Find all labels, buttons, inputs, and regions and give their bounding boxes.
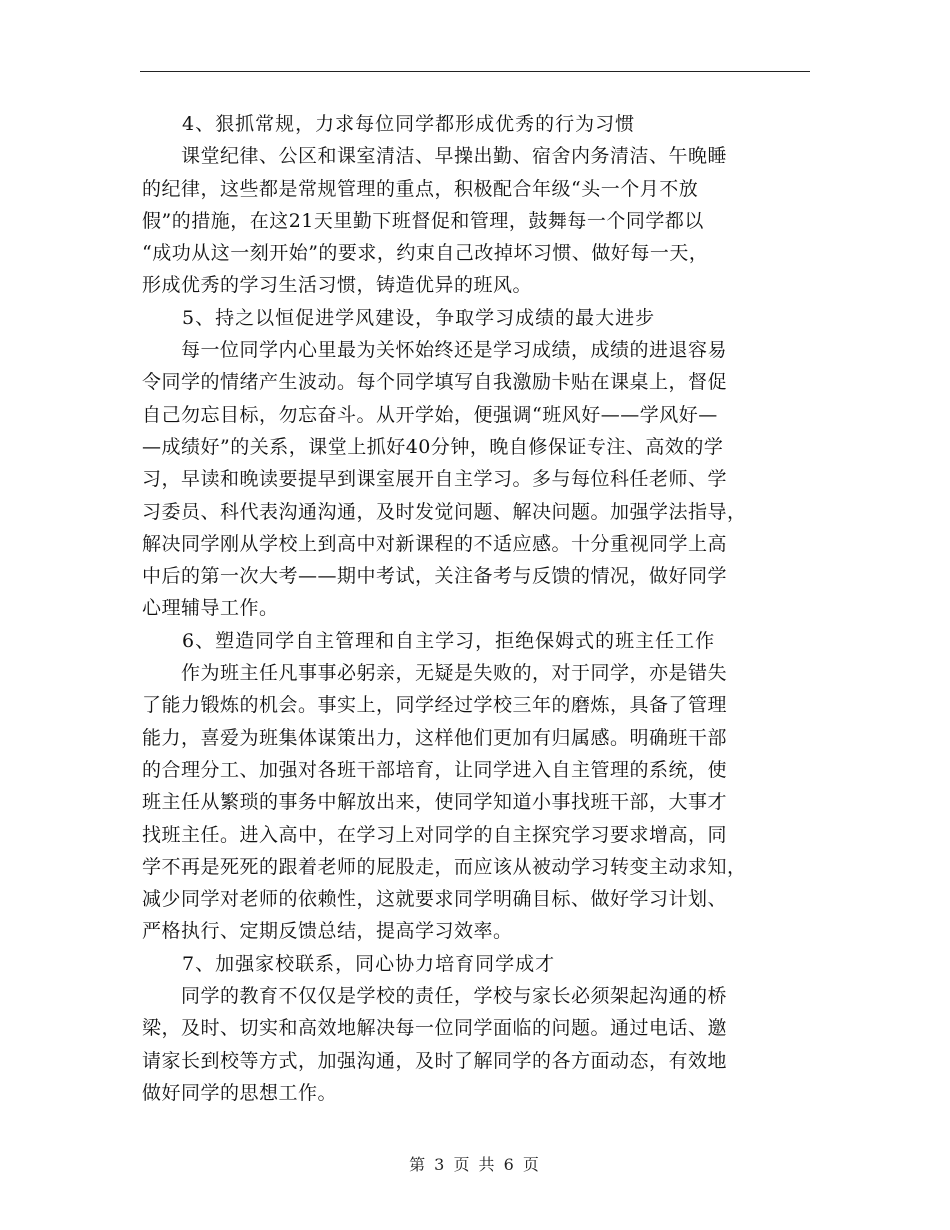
text-line: 减少同学对老师的依赖性，这就要求同学明确目标、做好学习计划、 — [142, 888, 728, 911]
text-line: 每一位同学内心里最为关怀始终还是学习成绩，成绩的进退容易 — [142, 339, 728, 362]
document-body — [142, 108, 810, 1109]
header-rule — [140, 71, 810, 72]
text-line: “成功从这一刻开始”的要求，约束自己改掉坏习惯、做好每一天， — [142, 242, 709, 265]
text-line: 的纪律，这些都是常规管理的重点，积极配合年级“头一个月不放 — [142, 177, 699, 200]
heading-line: 6、塑造同学自主管理和自主学习，拒绝保姆式的班主任工作 — [142, 629, 716, 652]
paragraph — [142, 140, 810, 301]
paragraph — [142, 657, 810, 948]
text-line: 假”的措施，在这21天里勤下班督促和管理，鼓舞每一个同学都以 — [142, 209, 704, 232]
text-line: 做好同学的思想工作。 — [142, 1081, 338, 1104]
section-heading — [142, 625, 810, 657]
text-line: 形成优秀的学习生活习惯，铸造优异的班风。 — [142, 274, 533, 297]
text-line: —成绩好”的关系，课堂上抓好40分钟，晚自修保证专注、高效的学 — [142, 435, 724, 458]
text-line: 班主任从繁琐的事务中解放出来，使同学知道小事找班干部，大事才 — [142, 791, 728, 814]
section-heading — [142, 948, 810, 980]
text-line: 了能力锻炼的机会。事实上，同学经过学校三年的磨炼，具备了管理 — [142, 694, 728, 717]
text-line: 习委员、科代表沟通沟通，及时发觉问题、解决问题。加强学法指导， — [142, 500, 747, 523]
heading-line: 5、持之以恒促进学风建设，争取学习成绩的最大进步 — [142, 306, 656, 329]
text-line: 梁，及时、切实和高效地解决每一位同学面临的问题。通过电话、邀 — [142, 1017, 728, 1040]
text-line: 作为班主任凡事事必躬亲，无疑是失败的，对于同学，亦是错失 — [142, 662, 728, 685]
text-line: 严格执行、定期反馈总结，提高学习效率。 — [142, 920, 513, 943]
text-line: 找班主任。进入高中，在学习上对同学的自主探究学习要求增高，同 — [142, 823, 728, 846]
page-footer: 第 3 页 共 6 页 — [409, 1155, 541, 1174]
section-heading — [142, 108, 810, 140]
text-line: 能力，喜爱为班集体谋策出力，这样他们更加有归属感。明确班干部 — [142, 726, 728, 749]
text-line: 中后的第一次大考——期中考试，关注备考与反馈的情况，做好同学 — [142, 565, 728, 588]
text-line: 自己勿忘目标，勿忘奋斗。从开学始，便强调“班风好——学风好— — [142, 403, 718, 426]
heading-line: 4、狠抓常规，力求每位同学都形成优秀的行为习惯 — [142, 113, 636, 135]
text-line: 学不再是死死的跟着老师的屁股走，而应该从被动学习转变主动求知， — [142, 855, 747, 878]
text-line: 解决同学刚从学校上到高中对新课程的不适应感。十分重视同学上高 — [142, 532, 728, 555]
text-line: 习，早读和晚读要提早到课室展开自主学习。多与每位科任老师、学 — [142, 468, 728, 491]
text-line: 同学的教育不仅仅是学校的责任，学校与家长必须架起沟通的桥 — [142, 985, 728, 1008]
text-line: 令同学的情绪产生波动。每个同学填写自我激励卡贴在课桌上，督促 — [142, 371, 728, 394]
text-line: 课堂纪律、公区和课室清洁、早操出勤、宿舍内务清洁、午晚睡 — [142, 145, 728, 168]
text-line: 心理辅导工作。 — [142, 597, 279, 620]
text-line: 请家长到校等方式，加强沟通，及时了解同学的各方面动态，有效地 — [142, 1049, 728, 1072]
heading-line: 7、加强家校联系，同心协力培育同学成才 — [142, 952, 556, 975]
section-heading — [142, 302, 810, 334]
text-line: 的合理分工、加强对各班干部培育，让同学进入自主管理的系统，使 — [142, 758, 728, 781]
paragraph — [142, 980, 810, 1109]
paragraph — [142, 334, 810, 625]
